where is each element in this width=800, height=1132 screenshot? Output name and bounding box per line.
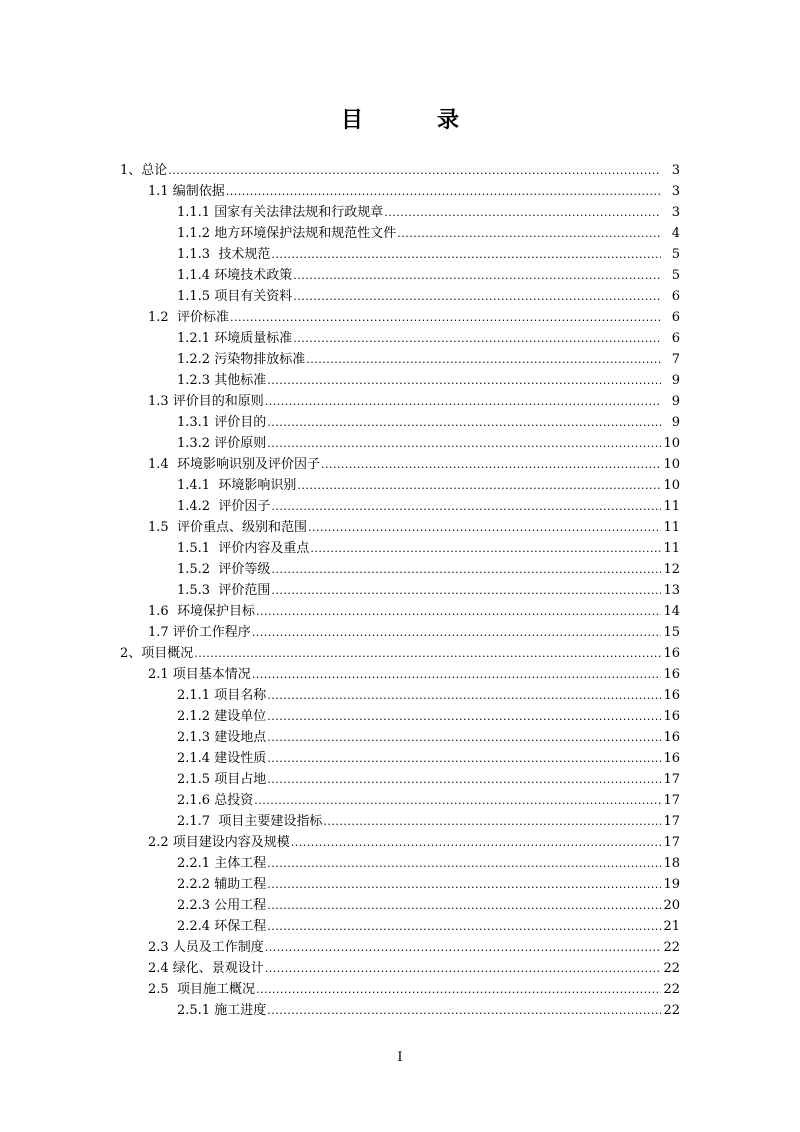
dot-leader [256,601,661,622]
toc-entry[interactable] [0,811,800,832]
toc-entry[interactable] [0,454,800,475]
toc-entry[interactable] [0,265,800,286]
toc-entry[interactable] [0,433,800,454]
toc-entry[interactable] [0,160,800,181]
toc-entry-page: 5 [671,247,680,262]
dot-leader [397,223,661,244]
toc-entry-page: 4 [671,226,680,241]
toc-entry[interactable] [0,244,800,265]
toc-entry[interactable] [0,979,800,1000]
toc-entry-label: 2.2.3 公用工程 [177,898,267,913]
toc-entry-label: 1.5.2 评价等级 [177,562,271,577]
dot-leader [293,328,661,349]
toc-entry-page: 5 [671,268,680,283]
toc-entry-page: 22 [663,940,680,955]
toc-entry-label: 2.1.2 建设单位 [177,709,267,724]
toc-entry[interactable] [0,1000,800,1021]
toc-entry-label: 1、总论 [120,163,168,178]
dot-leader [252,622,661,643]
toc-entry-page: 10 [663,478,680,493]
dot-leader [267,874,661,895]
toc-entry-page: 16 [663,709,680,724]
dot-leader [265,937,661,958]
dot-leader [267,895,661,916]
toc-entry[interactable] [0,286,800,307]
dot-leader [254,790,661,811]
dot-leader [293,286,661,307]
toc-entry-page: 16 [663,667,680,682]
toc-entry-page: 16 [663,730,680,745]
toc-entry-label: 1.1.1 国家有关法律法规和行政规章 [177,205,384,220]
dot-leader [267,706,661,727]
toc-entry-label: 1.4 环境影响识别及评价因子 [148,457,320,472]
toc-entry-page: 6 [671,331,680,346]
toc-entry-label: 1.1.4 环境技术政策 [177,268,293,283]
toc-entry[interactable] [0,391,800,412]
toc-entry-label: 1.3.1 评价目的 [177,415,267,430]
toc-entry-page: 19 [663,877,680,892]
toc-entry-page: 6 [671,310,680,325]
dot-leader [168,160,661,181]
toc-entry-page: 22 [663,1003,680,1018]
page-number-footer: I [397,1050,403,1065]
dot-leader [226,181,661,202]
toc-entry-label: 2.1.5 项目占地 [177,772,267,787]
toc-entry[interactable] [0,328,800,349]
toc-entry[interactable] [0,538,800,559]
dot-leader [321,454,661,475]
toc-entry-label: 2.2.4 环保工程 [177,919,267,934]
dot-leader [297,475,661,496]
toc-entry[interactable] [0,475,800,496]
toc-entry[interactable] [0,223,800,244]
toc-entry-label: 2.2.1 主体工程 [177,856,267,871]
toc-entry-page: 17 [663,814,680,829]
dot-leader [230,307,661,328]
toc-entry[interactable] [0,706,800,727]
toc-entry[interactable] [0,181,800,202]
toc-entry-label: 1.1.5 项目有关资料 [177,289,293,304]
toc-entry-label: 1.1 编制依据 [148,184,225,199]
dot-leader [267,916,661,937]
dot-leader [194,643,661,664]
toc-entry-page: 16 [663,646,680,661]
toc-entry-label: 1.1.2 地方环境保护法规和规范性文件 [177,226,397,241]
toc-entry[interactable] [0,853,800,874]
toc-entry-page: 10 [663,436,680,451]
toc-entry-page: 16 [663,688,680,703]
dot-leader [267,1000,661,1021]
dot-leader [267,433,661,454]
toc-entry-page: 7 [671,352,680,367]
toc-entry-page: 11 [663,541,680,556]
toc-entry-page: 17 [663,793,680,808]
toc-entry-label: 1.1.3 技术规范 [177,247,271,262]
toc-entry[interactable] [0,559,800,580]
toc-entry-label: 2.1.1 项目名称 [177,688,267,703]
dot-leader [267,412,661,433]
toc-entry-label: 1.6 环境保护目标 [148,604,255,619]
toc-entry-page: 16 [663,751,680,766]
toc-entry[interactable] [0,349,800,370]
toc-entry-page: 22 [663,961,680,976]
toc-entry-label: 1.3 评价目的和原则 [148,394,264,409]
toc-entry-label: 2.2.2 辅助工程 [177,877,267,892]
dot-leader [265,958,661,979]
toc-entry-page: 11 [663,520,680,535]
toc-entry-label: 2.4 绿化、景观设计 [148,961,264,976]
dot-leader [267,769,661,790]
toc-entry[interactable] [0,580,800,601]
toc-entry[interactable] [0,643,800,664]
toc-entry[interactable] [0,916,800,937]
dot-leader [265,391,661,412]
toc-entry-page: 3 [671,184,680,199]
toc-entry[interactable] [0,307,800,328]
toc-entry[interactable] [0,769,800,790]
toc-entry[interactable] [0,601,800,622]
toc-entry-page: 10 [663,457,680,472]
toc-entry-label: 2.1.6 总投资 [177,793,254,808]
page-title: 目 录 [340,107,485,133]
toc-entry[interactable] [0,832,800,853]
dot-leader [384,202,661,223]
toc-entry[interactable] [0,412,800,433]
toc-entry-page: 9 [671,415,680,430]
toc-entry-label: 2.1.7 项目主要建设指标 [177,814,323,829]
toc-entry[interactable] [0,790,800,811]
table-of-contents [0,160,800,1021]
toc-entry-label: 1.3.2 评价原则 [177,436,267,451]
toc-entry-label: 2.5 项目施工概况 [148,982,255,997]
toc-entry-label: 1.5.3 评价范围 [177,583,271,598]
toc-entry-page: 22 [663,982,680,997]
toc-entry[interactable] [0,874,800,895]
toc-entry[interactable] [0,958,800,979]
dot-leader [308,517,661,538]
dot-leader [267,853,661,874]
toc-entry-page: 15 [663,625,680,640]
toc-entry[interactable] [0,622,800,643]
toc-entry-label: 2.1 项目基本情况 [148,667,251,682]
toc-entry-page: 3 [671,205,680,220]
dot-leader [256,979,661,1000]
toc-entry-page: 20 [663,898,680,913]
toc-entry[interactable] [0,664,800,685]
toc-entry-page: 11 [663,499,680,514]
toc-entry-page: 9 [671,373,680,388]
dot-leader [252,664,661,685]
dot-leader [271,580,661,601]
toc-entry[interactable] [0,202,800,223]
toc-entry-label: 1.2.1 环境质量标准 [177,331,293,346]
dot-leader [271,244,661,265]
dot-leader [267,727,661,748]
toc-entry-label: 1.4.2 评价因子 [177,499,271,514]
toc-entry-page: 13 [663,583,680,598]
toc-entry[interactable] [0,895,800,916]
toc-entry-page: 18 [663,856,680,871]
toc-entry-page: 21 [663,919,680,934]
toc-entry-page: 9 [671,394,680,409]
dot-leader [306,349,661,370]
toc-entry[interactable] [0,496,800,517]
toc-entry-label: 2.1.4 建设性质 [177,751,267,766]
dot-leader [271,559,661,580]
toc-entry-label: 1.7 评价工作程序 [148,625,251,640]
toc-entry-label: 1.2.3 其他标准 [177,373,267,388]
toc-entry[interactable] [0,748,800,769]
toc-entry-label: 1.5.1 评价内容及重点 [177,541,310,556]
toc-entry-page: 3 [671,163,680,178]
toc-entry[interactable] [0,937,800,958]
toc-entry-label: 2.5.1 施工进度 [177,1003,267,1018]
toc-entry-label: 2.3 人员及工作制度 [148,940,264,955]
dot-leader [267,748,661,769]
dot-leader [291,832,661,853]
toc-entry[interactable] [0,517,800,538]
toc-entry-label: 1.4.1 环境影响识别 [177,478,297,493]
toc-entry-label: 1.2 评价标准 [148,310,229,325]
toc-entry-page: 17 [663,772,680,787]
dot-leader [267,370,661,391]
dot-leader [271,496,661,517]
toc-entry-label: 1.2.2 污染物排放标准 [177,352,306,367]
dot-leader [323,811,661,832]
dot-leader [310,538,661,559]
toc-entry[interactable] [0,370,800,391]
toc-entry-label: 2.2 项目建设内容及规模 [148,835,290,850]
toc-entry[interactable] [0,727,800,748]
toc-entry-page: 6 [671,289,680,304]
dot-leader [293,265,661,286]
toc-entry-label: 2、项目概况 [120,646,194,661]
toc-entry-label: 2.1.3 建设地点 [177,730,267,745]
toc-entry[interactable] [0,685,800,706]
toc-entry-page: 12 [663,562,680,577]
dot-leader [267,685,661,706]
toc-entry-page: 17 [663,835,680,850]
toc-entry-label: 1.5 评价重点、级别和范围 [148,520,307,535]
toc-entry-page: 14 [663,604,680,619]
